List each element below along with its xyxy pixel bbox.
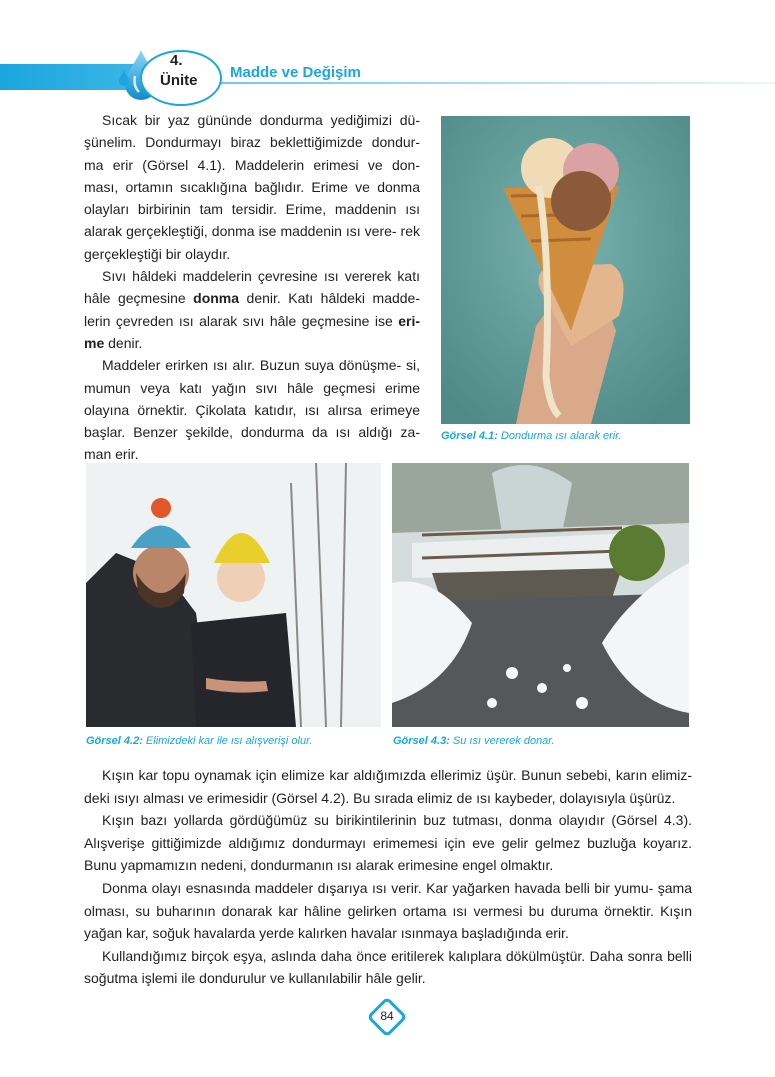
figure-4-2-caption: Görsel 4.2: Elimizdeki kar ile ısı alışverişi olur. xyxy=(86,735,313,747)
term-erime: eri- me xyxy=(84,312,420,351)
unit-number: 4. xyxy=(170,52,183,69)
figure-4-1-image xyxy=(441,116,690,424)
paragraph-2: Sıvı hâldeki maddelerin çevresine ısı vererek katı hâle geçmesine donma denir. Katı hâldeki madde- lerin çevreden ısı alarak sıvı hâle geçmesine ise eri- me denir. xyxy=(84,268,420,351)
paragraph-1: Sıcak bir yaz gününde dondurma yediğimizi dü- şünelim. Dondurmayı biraz beklettiğimizde dondur- ma erir (Görsel 4.1). Maddelerin erimesi ve don- ması, ortamın sıcaklığına bağlıdır. Erime ve donma olayları birbirinin tam tersidir. Erime, maddenin ısı alarak gerçekleştiği, donma ise maddenin ısı vere- rek gerçekleştiği bir olaydır. xyxy=(84,112,420,262)
term-donma: donma xyxy=(193,290,240,307)
unit-label: Ünite xyxy=(160,72,198,89)
header-underline xyxy=(210,82,775,84)
chapter-title: Madde ve Değişim xyxy=(230,64,361,81)
figure-4-3-caption: Görsel 4.3: Su ısı vererek donar. xyxy=(393,735,555,747)
paragraph-3: Maddeler erirken ısı alır. Buzun suya dönüşme- si, mumun veya katı yağın sıvı hâle geçmesi erime olayına örnektir. Çikolata katıdır, ısı alırsa erimeye başlar. Benzer şekilde, dondurma da ısı aldığı za- man erir. xyxy=(84,357,420,463)
figure-4-2-image xyxy=(86,463,381,727)
figure-4-1-caption: Görsel 4.1: Dondurma ısı alarak erir. xyxy=(441,430,622,442)
top-text-column xyxy=(84,109,420,466)
figure-4-3-image xyxy=(392,463,689,727)
page-number: 84 xyxy=(380,1009,394,1023)
paragraph-4: Kışın kar topu oynamak için elimize kar aldığımızda ellerimiz üşür. Bunun sebebi, karın elimiz- deki ısıyı alması ve erimesidir (Görsel 4.2). Bu sırada elimiz de ısı kaybeder, dolayısıyla üşürüz. xyxy=(84,767,692,806)
paragraph-5: Kışın bazı yollarda gördüğümüz su birikintilerinin buz tutması, donma olayıdır (Görsel 4.3). Alışverişe gittiğimizde aldığımız dondurmayı erimemesi için eve gelir gelmez buzluğa koyarız. Bunu yapmamızın nedeni, dondurmanın ısı alarak erimesine engel olmaktır. xyxy=(84,812,692,874)
paragraph-6: Donma olayı esnasında maddeler dışarıya ısı verir. Kar yağarken havada belli bir yumu- şama olması, su buharının donarak kar hâline gelirken ortama ısı vermesi bu duruma örnektir. Kışın yağan kar, soğuk havalarda yerde kalırken havalar ısınmaya başladığında erir. xyxy=(84,879,692,942)
paragraph-7: Kullandığımız birçok eşya, aslında daha önce eritilerek kalıplara dökülmüştür. Daha sonra belli soğutma işlemi ile dondurulur ve kullanılabilir hâle gelir. xyxy=(84,947,692,987)
bottom-text-column xyxy=(84,764,692,990)
